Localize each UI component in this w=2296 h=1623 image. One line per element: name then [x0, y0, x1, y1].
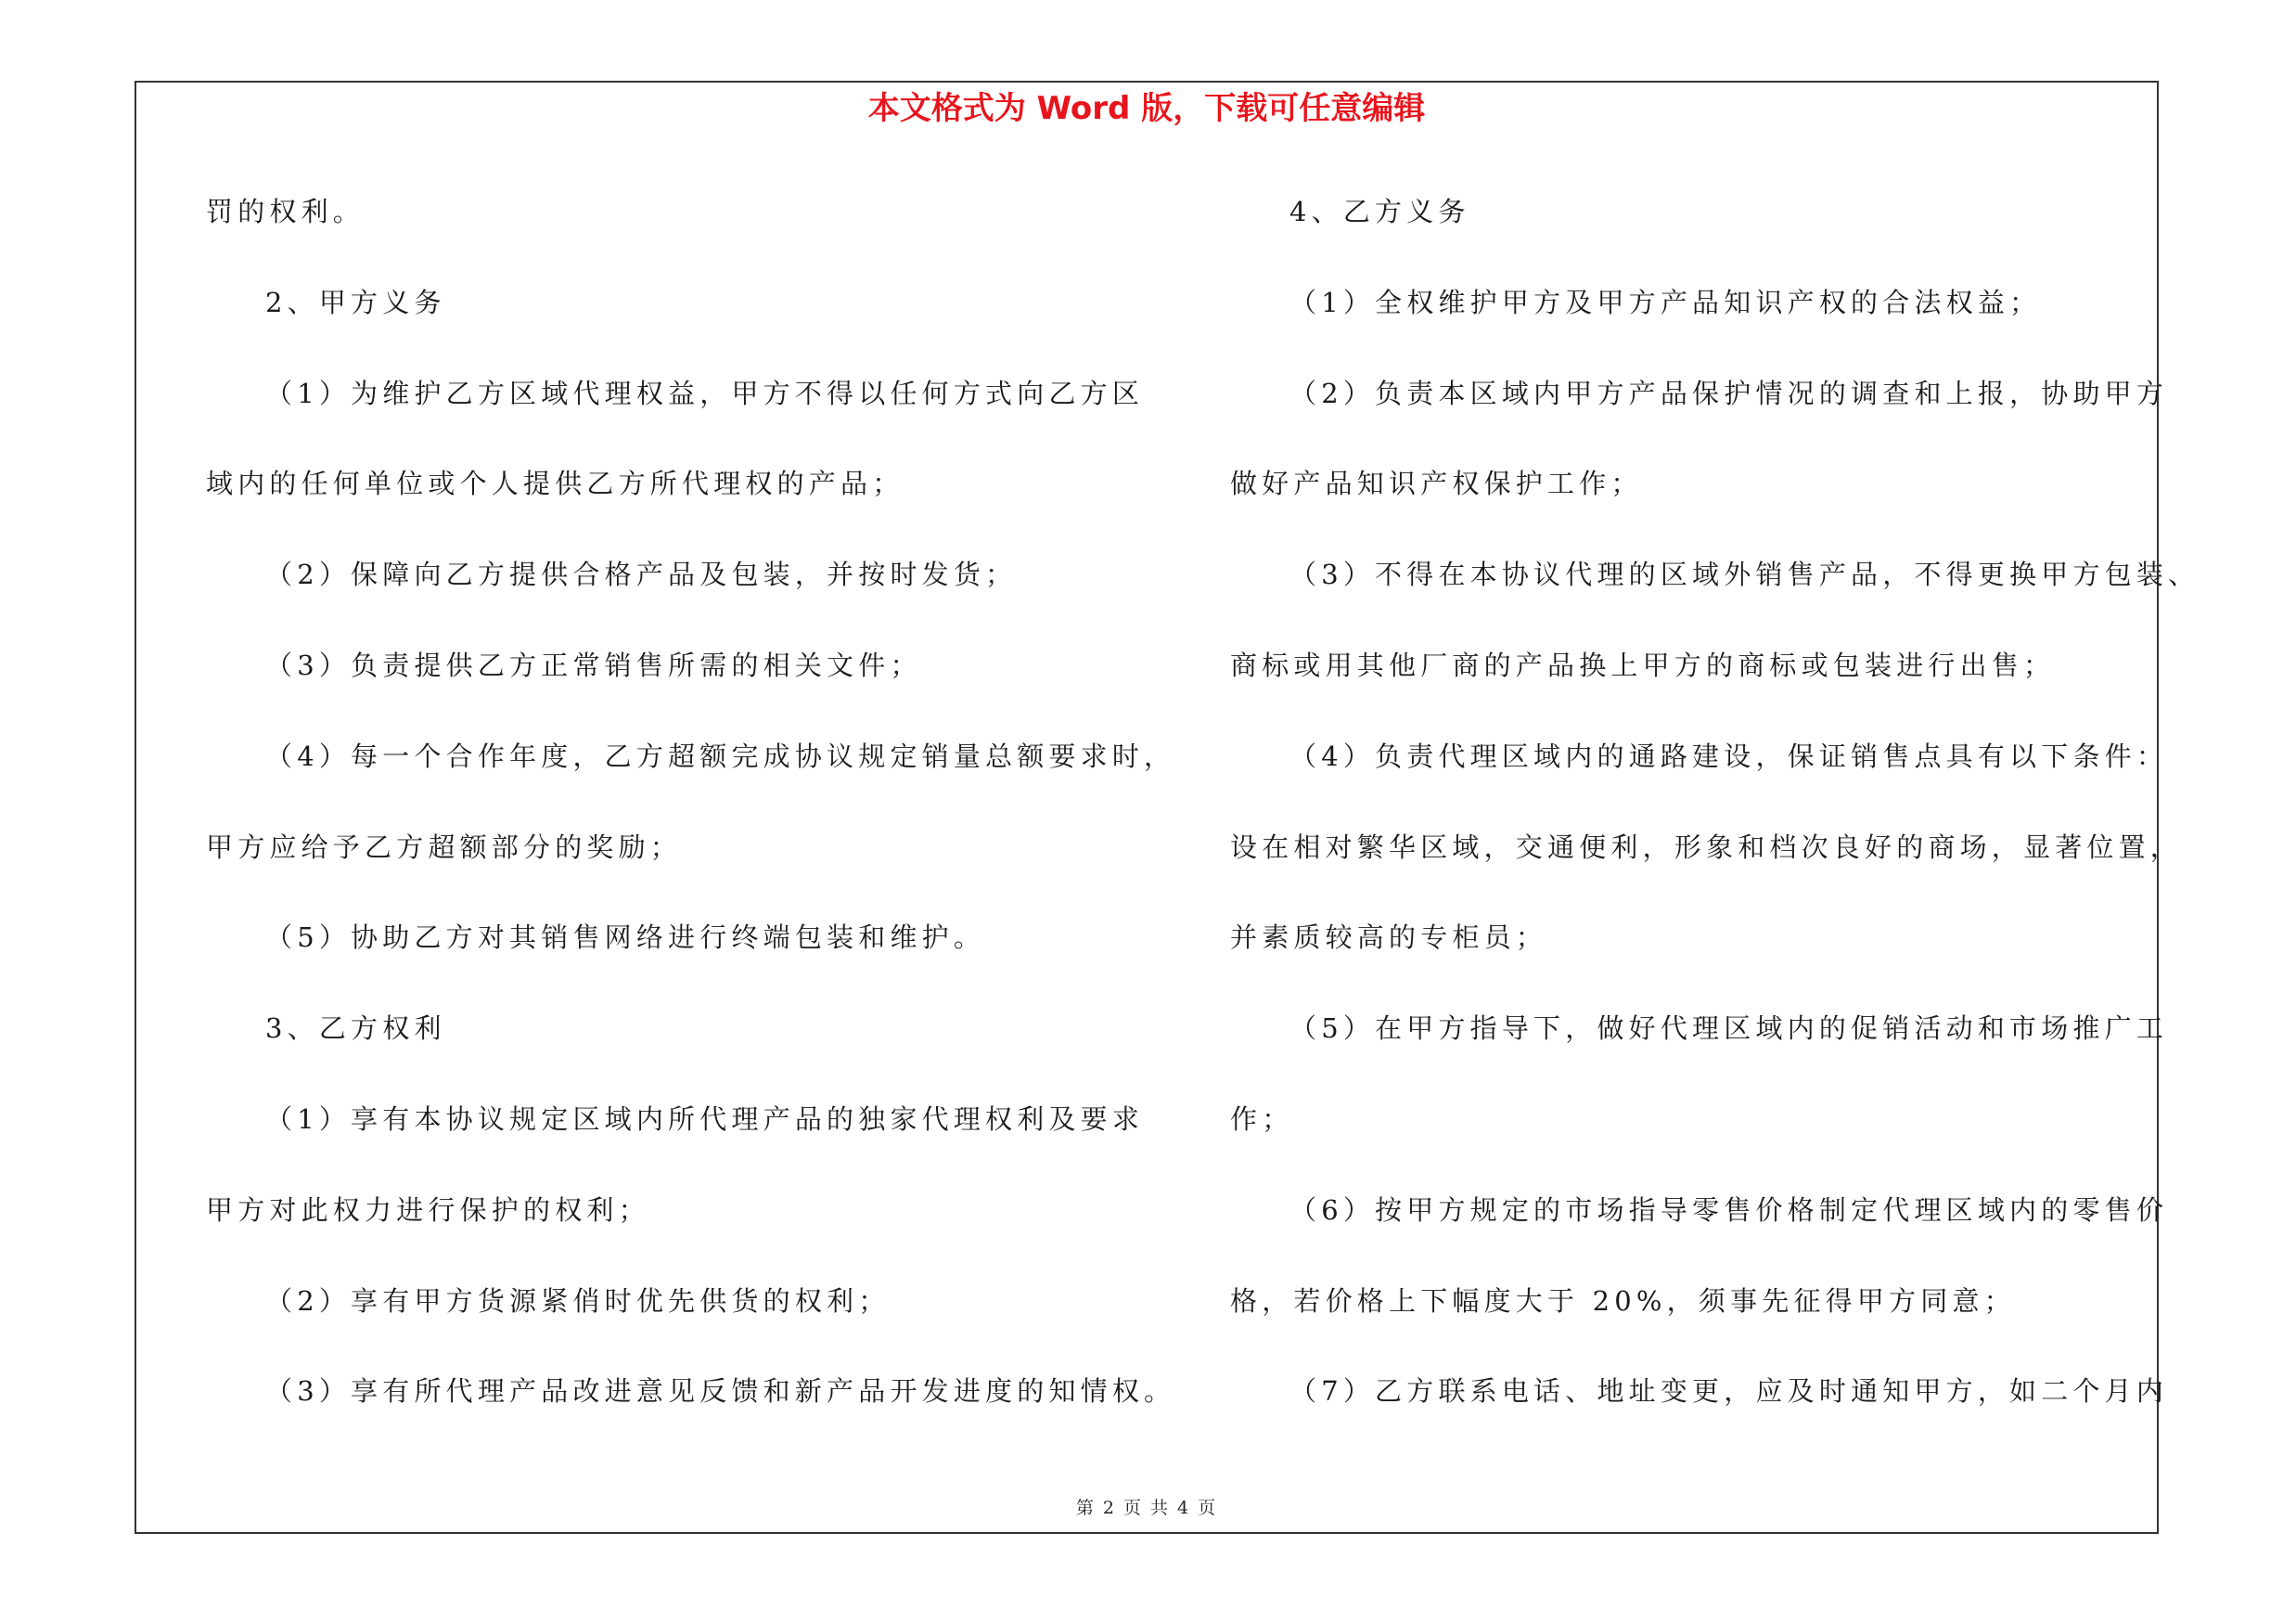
paragraph-line: （7）乙方联系电话、地址变更，应及时通知甲方，如二个月内 — [1289, 1375, 2169, 1408]
paragraph-line: 甲方应给予乙方超额部分的奖励； — [206, 831, 683, 863]
paragraph-line: （2）保障向乙方提供合格产品及包装，并按时发货； — [265, 559, 1018, 591]
paragraph-line: 设在相对繁华区域，交通便利，形象和档次良好的商场，显著位置， — [1230, 831, 2183, 863]
paragraph-line: （3）不得在本协议代理的区域外销售产品，不得更换甲方包装、 — [1289, 559, 2200, 591]
paragraph-line: （1）为维护乙方区域代理权益，甲方不得以任何方式向乙方区 — [265, 377, 1145, 409]
right-column — [1230, 184, 2200, 1454]
paragraph-line: 并素质较高的专柜员； — [1230, 921, 1548, 954]
paragraph-line: （3）享有所代理产品改进意见反馈和新产品开发进度的知情权。 — [265, 1375, 1176, 1408]
paragraph-line: 罚的权利。 — [206, 196, 366, 227]
paragraph-line: （2）享有甲方货源紧俏时优先供货的权利； — [265, 1284, 891, 1317]
paragraph-line: 域内的任何单位或个人提供乙方所代理权的产品； — [206, 468, 904, 500]
paragraph-line: 2、甲方义务 — [265, 286, 446, 318]
paragraph-line: （2）负责本区域内甲方产品保护情况的调查和上报，协助甲方 — [1289, 377, 2169, 409]
paragraph-line: 作； — [1230, 1102, 1294, 1135]
paragraph-line: 做好产品知识产权保护工作； — [1230, 468, 1643, 500]
header-banner: 本文格式为 Word 版，下载可任意编辑 — [867, 90, 1426, 127]
paragraph-line: （5）协助乙方对其销售网络进行终端包装和维护。 — [265, 921, 986, 954]
paragraph-line: （1）全权维护甲方及甲方产品知识产权的合法权益； — [1289, 286, 2042, 318]
paragraph-line: 格，若价格上下幅度大于 20%，须事先征得甲方同意； — [1230, 1284, 2016, 1317]
paragraph-line: 商标或用其他厂商的产品换上甲方的商标或包装进行出售； — [1230, 649, 2056, 681]
paragraph-line: （6）按甲方规定的市场指导零售价格制定代理区域内的零售价 — [1289, 1193, 2169, 1226]
left-column — [206, 184, 1176, 1454]
paragraph-line: （4）负责代理区域内的通路建设，保证销售点具有以下条件： — [1289, 740, 2169, 772]
paragraph-line: 3、乙方权利 — [265, 1012, 446, 1045]
paragraph-line: 甲方对此权力进行保护的权利； — [206, 1193, 650, 1226]
paragraph-line: 4、乙方义务 — [1289, 196, 1470, 227]
paragraph-line: （5）在甲方指导下，做好代理区域内的促销活动和市场推广工 — [1289, 1012, 2169, 1045]
paragraph-line: （4）每一个合作年度，乙方超额完成协议规定销量总额要求时， — [265, 740, 1176, 772]
paragraph-line: （3）负责提供乙方正常销售所需的相关文件； — [265, 649, 922, 681]
paragraph-line: （1）享有本协议规定区域内所代理产品的独家代理权利及要求 — [265, 1102, 1145, 1135]
page-footer: 第 2 页 共 4 页 — [1075, 1498, 1218, 1518]
